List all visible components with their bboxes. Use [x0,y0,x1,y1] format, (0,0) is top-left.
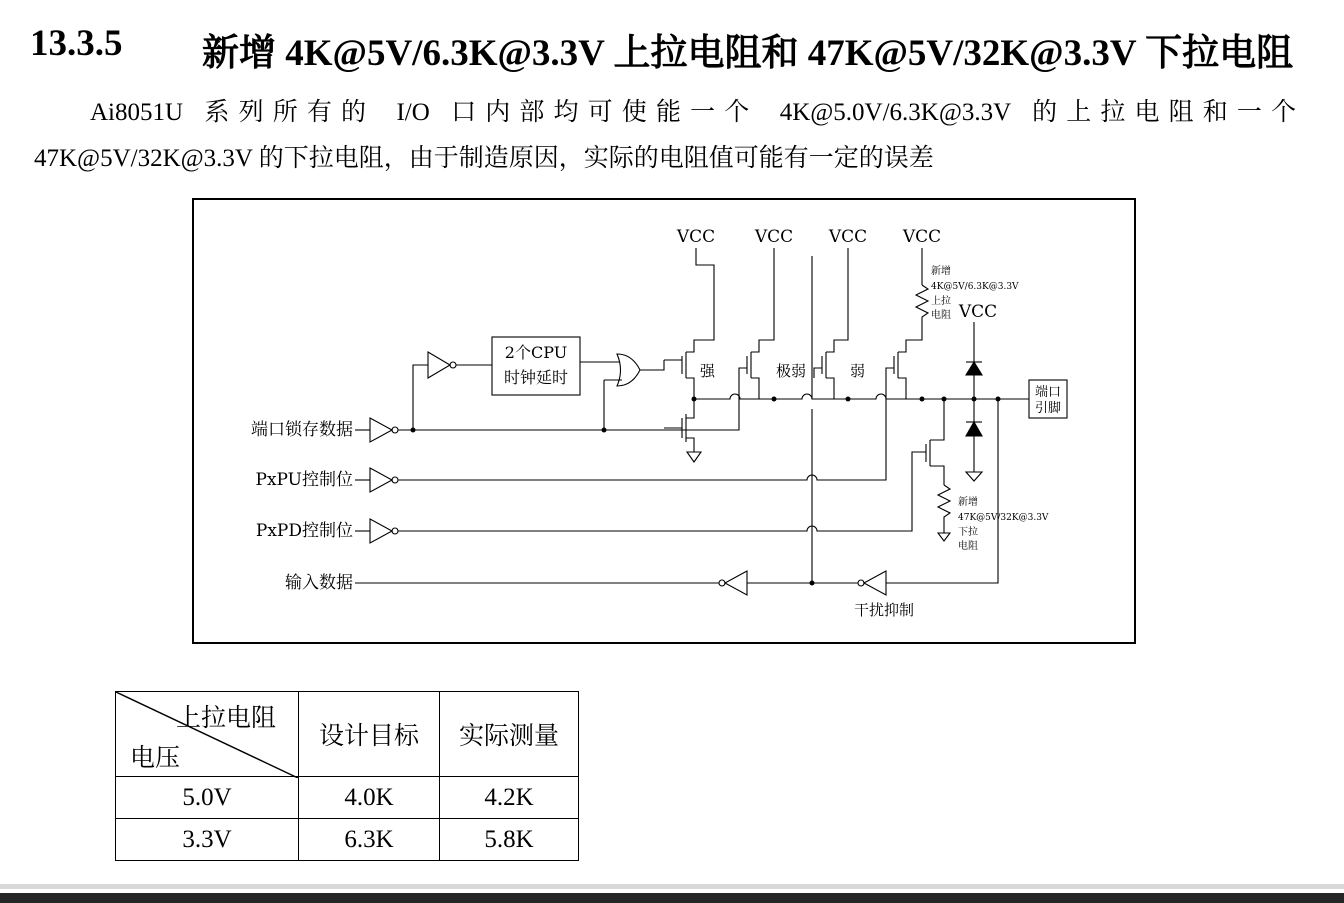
input-latch-label: 端口锁存数据 [251,420,353,440]
circuit-svg [194,200,1134,642]
label-strong: 强 [700,362,716,380]
pullup-note-4: 电阻 [931,310,951,321]
delay-box-line-2: 时钟延时 [503,368,569,387]
header-actual-measure: 实际测量 [440,692,579,777]
port-pin-line-2: 引脚 [1034,401,1062,416]
interference-label: 干扰抑制 [853,601,915,619]
port-pin-line-1: 端口 [1034,385,1062,400]
pullup-note-1: 新增 [931,266,951,277]
io-port-circuit-diagram [192,198,1136,644]
header-design-target: 设计目标 [299,692,440,777]
footer-divider [0,884,1344,889]
pulldown-note-3: 下拉 [958,527,978,538]
vcc-label: VCC [958,302,998,322]
input-pxpd-label: PxPD控制位 [255,521,353,541]
label-very-weak: 极弱 [776,362,807,380]
input-data-label: 输入数据 [285,573,353,593]
pulldown-note-4: 电阻 [958,541,978,552]
section-number: 13.3.5 [30,23,123,64]
label-weak: 弱 [850,362,866,380]
row-voltage: 3.3V [116,819,299,861]
pulldown-note-1: 新增 [958,497,978,508]
paragraph-line-1: Ai8051U 系列所有的 I/O 口内部均可使能一个 4K@5.0V/6.3K@3.3V 的上拉电阻和一个 [90,99,1296,126]
row-design: 4.0K [299,777,440,819]
description-paragraph [34,90,1296,182]
row-actual: 4.2K [440,777,579,819]
corner-bottom-label: 电压 [130,745,181,772]
table-row [116,777,579,819]
vcc-label: VCC [754,227,794,247]
table-row [116,819,579,861]
row-design: 6.3K [299,819,440,861]
vcc-label: VCC [902,227,942,247]
resistance-table [115,691,579,861]
delay-box-line-1: 2个CPU [504,343,568,362]
input-pxpu-label: PxPU控制位 [255,470,353,490]
section-title: 新增 4K@5V/6.3K@3.3V 上拉电阻和 47K@5V/32K@3.3V 下拉电阻 [202,33,1294,74]
section-heading [30,22,1330,72]
paragraph-line-2: 47K@5V/32K@3.3V 的下拉电阻，由于制造原因，实际的电阻值可能有一定的误差 [34,145,934,172]
corner-top-label: 上拉电阻 [176,705,277,732]
pullup-note-2: 4K@5V/6.3K@3.3V [931,282,1019,292]
row-voltage: 5.0V [116,777,299,819]
table-corner-cell [116,692,299,777]
vcc-label: VCC [828,227,868,247]
row-actual: 5.8K [440,819,579,861]
pullup-note-3: 上拉 [931,296,951,307]
footer-band [0,893,1344,903]
pulldown-note-2: 47K@5V/32K@3.3V [958,513,1049,523]
vcc-label: VCC [676,227,716,247]
